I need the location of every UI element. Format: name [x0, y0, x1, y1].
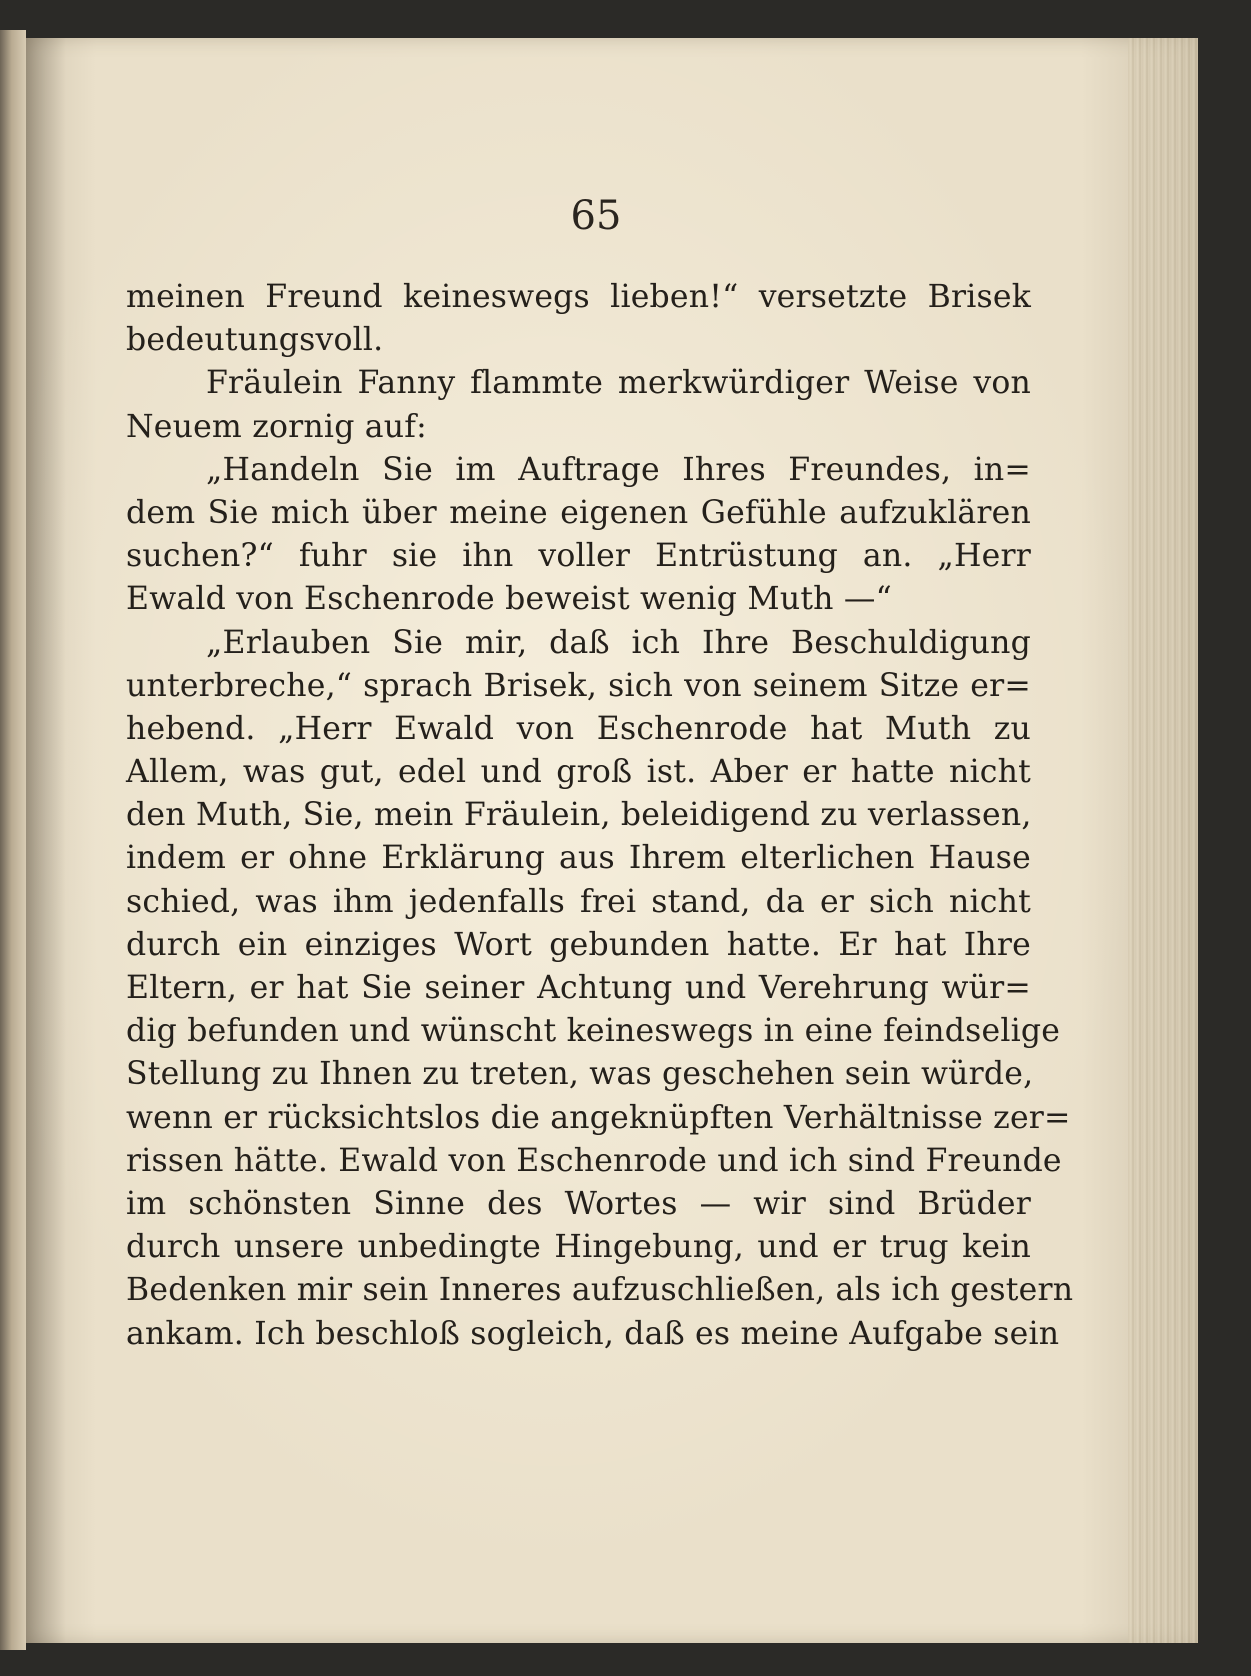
text-line: wenn er rücksichtslos die angeknüpften Verhältnisse zer= — [126, 1099, 1071, 1136]
text-line: Eltern, er hat Sie seiner Achtung und Verehrung wür= — [126, 970, 1031, 1006]
text-line: Allem, was gut, edel und groß ist. Aber er hatte nicht — [126, 754, 1031, 791]
text-line: Neuem zornig auf: — [126, 408, 427, 445]
text-line: dig befunden und wünscht keineswegs in eine feindselige — [126, 1013, 1061, 1050]
text-line: Ewald von Eschenrode beweist wenig Muth —“ — [126, 581, 892, 618]
text-line: unterbreche,“ sprach Brisek, sich von seinem Sitze er= — [126, 667, 1031, 704]
text-line: bedeutungsvoll. — [126, 322, 384, 359]
text-line: „Erlauben Sie mir, daß ich Ihre Beschuldigung — [206, 624, 1031, 661]
text-line: indem er ohne Erklärung aus Ihrem elterlichen Hause — [126, 840, 1031, 877]
page-stack-edges — [1128, 38, 1198, 1643]
text-line: durch ein einziges Wort gebunden hatte. Er hat Ihre — [126, 926, 1031, 963]
text-line: meinen Freund keineswegs lieben!“ versetzte Brisek — [126, 279, 1031, 315]
text-line: den Muth, Sie, mein Fräulein, beleidigend zu verlassen, — [126, 797, 1032, 834]
left-page-edge — [0, 30, 26, 1650]
body-text — [126, 276, 1074, 1356]
text-line: schied, was ihm jedenfalls frei stand, da er sich nicht — [126, 883, 1031, 920]
text-line: Bedenken mir sein Inneres aufzuschließen, als ich gestern — [126, 1272, 1074, 1309]
text-line: durch unsere unbedingte Hingebung, und er trug kein — [126, 1229, 1031, 1266]
text-line: Fräulein Fanny flammte merkwürdiger Weise von — [206, 365, 1031, 402]
spine-shadow — [26, 38, 66, 1643]
text-line: hebend. „Herr Ewald von Eschenrode hat Muth zu — [126, 710, 1031, 747]
text-line: dem Sie mich über meine eigenen Gefühle aufzuklären — [126, 494, 1031, 531]
text-line: suchen?“ fuhr sie ihn voller Entrüstung an. „Herr — [126, 538, 1031, 575]
text-line: Stellung zu Ihnen zu treten, was geschehen sein würde, — [126, 1056, 1034, 1093]
text-line: im schönsten Sinne des Wortes — wir sind Brüder — [126, 1185, 1031, 1222]
book-page — [26, 38, 1198, 1643]
text-line: rissen hätte. Ewald von Eschenrode und ich sind Freunde — [126, 1142, 1062, 1179]
text-line: ankam. Ich beschloß sogleich, daß es meine Aufgabe sein — [126, 1315, 1060, 1352]
text-line: „Handeln Sie im Auftrage Ihres Freundes, in= — [206, 451, 1031, 488]
page-number: 65 — [570, 193, 622, 239]
